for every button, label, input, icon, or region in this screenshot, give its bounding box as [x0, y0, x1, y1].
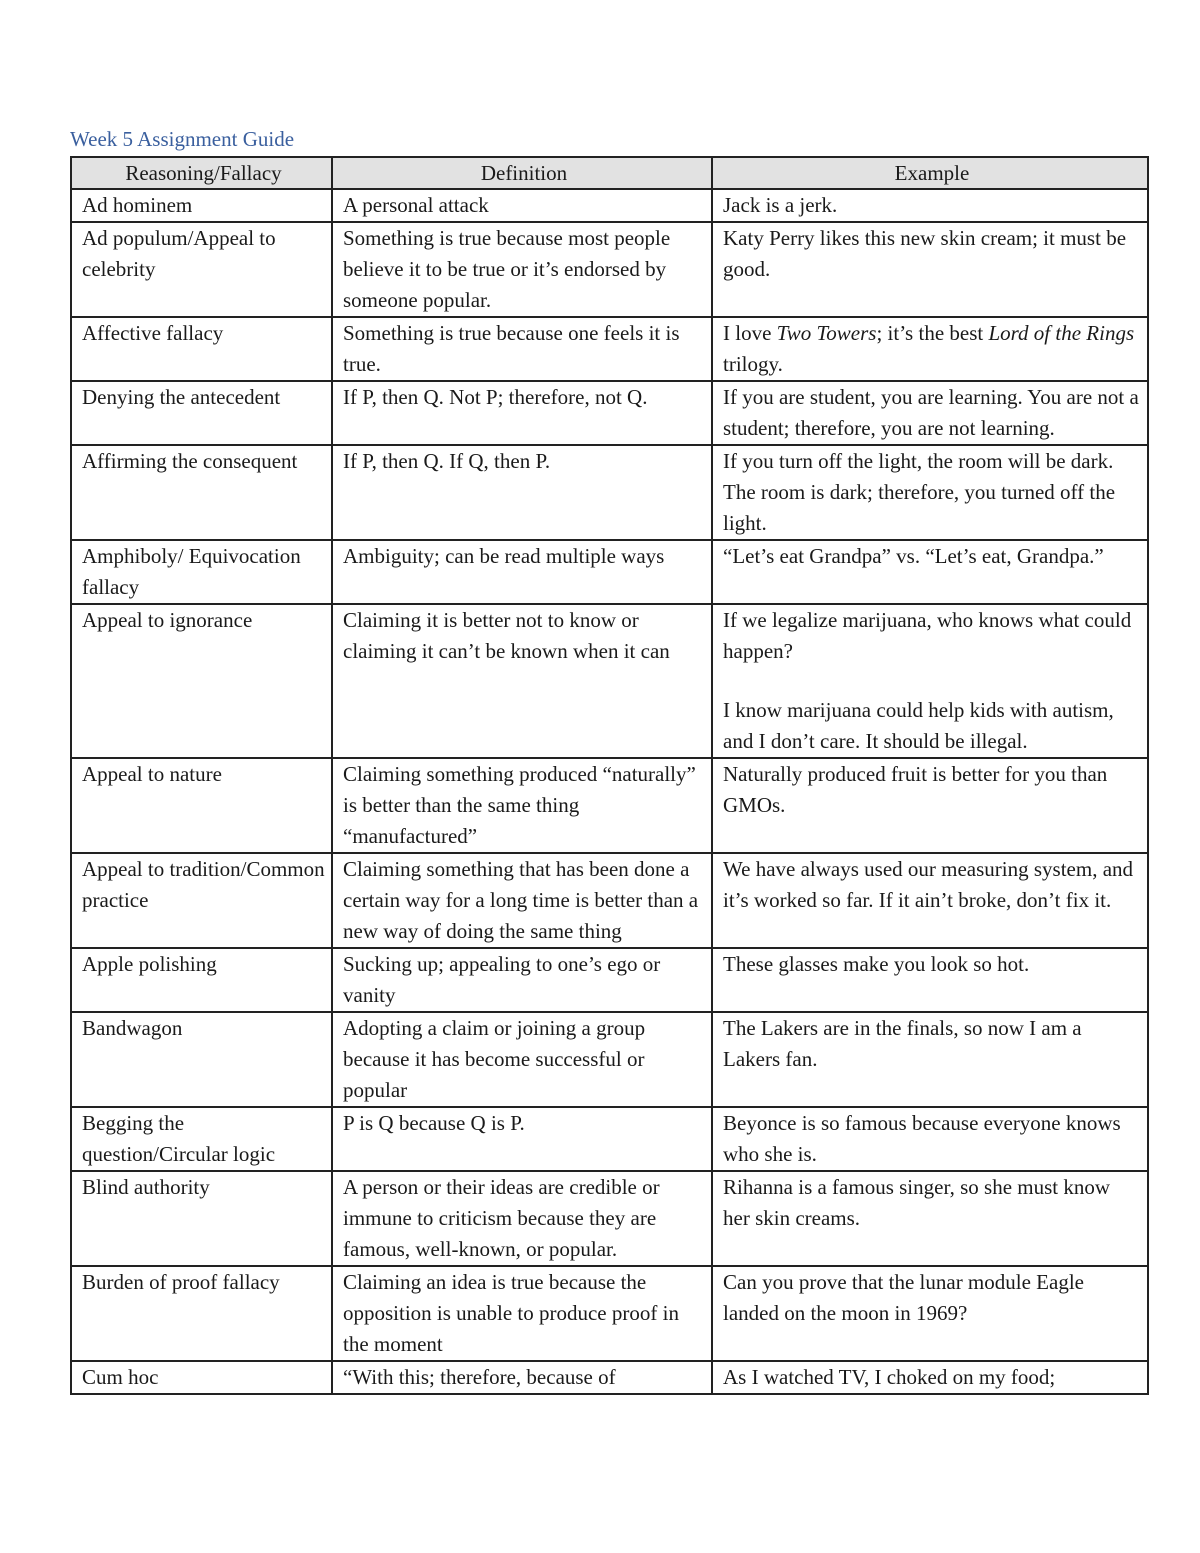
fallacy-example: Beyonce is so famous because everyone knows who she is. [712, 1107, 1148, 1171]
fallacy-example: Rihanna is a famous singer, so she must know her skin creams. [712, 1171, 1148, 1266]
table-row [71, 445, 1148, 540]
table-row [71, 853, 1148, 948]
fallacy-definition: Sucking up; appealing to one’s ego or vanity [332, 948, 712, 1012]
fallacy-definition: A personal attack [332, 189, 712, 222]
fallacy-example: The Lakers are in the finals, so now I am a Lakers fan. [712, 1012, 1148, 1107]
table-row [71, 317, 1148, 381]
example-text: trilogy. [723, 352, 783, 376]
fallacy-example: We have always used our measuring system, and it’s worked so far. If it ain’t broke, don’t fix it. [712, 853, 1148, 948]
fallacy-example: Naturally produced fruit is better for you than GMOs. [712, 758, 1148, 853]
fallacy-definition: If P, then Q. Not P; therefore, not Q. [332, 381, 712, 445]
fallacy-example [712, 317, 1148, 381]
table-row [71, 948, 1148, 1012]
fallacy-definition: Claiming something that has been done a certain way for a long time is better than a new way of doing the same thing [332, 853, 712, 948]
fallacy-example: If you are student, you are learning. You are not a student; therefore, you are not learning. [712, 381, 1148, 445]
table-row [71, 758, 1148, 853]
fallacy-example: As I watched TV, I choked on my food; [712, 1361, 1148, 1394]
fallacy-example: “Let’s eat Grandpa” vs. “Let’s eat, Grandpa.” [712, 540, 1148, 604]
column-header-example: Example [712, 157, 1148, 189]
fallacy-term: Blind authority [71, 1171, 332, 1266]
fallacy-term: Apple polishing [71, 948, 332, 1012]
table-row [71, 1266, 1148, 1361]
book-title: Lord of the Rings [988, 321, 1135, 345]
example-paragraph: If we legalize marijuana, who knows what could happen? [723, 608, 1132, 663]
book-title: Two Towers [776, 321, 877, 345]
fallacy-definition: Adopting a claim or joining a group because it has become successful or popular [332, 1012, 712, 1107]
table-row [71, 1012, 1148, 1107]
table-row [71, 1361, 1148, 1394]
fallacy-definition: Claiming something produced “naturally” is better than the same thing “manufactured” [332, 758, 712, 853]
table-row [71, 381, 1148, 445]
fallacy-example: Jack is a jerk. [712, 189, 1148, 222]
fallacy-term: Amphiboly/ Equivocation fallacy [71, 540, 332, 604]
table-row [71, 540, 1148, 604]
table-row [71, 1171, 1148, 1266]
fallacy-term: Affirming the consequent [71, 445, 332, 540]
fallacy-definition: Claiming it is better not to know or claiming it can’t be known when it can [332, 604, 712, 758]
fallacy-definition: Something is true because one feels it is true. [332, 317, 712, 381]
table-row [71, 189, 1148, 222]
fallacy-term: Appeal to ignorance [71, 604, 332, 758]
example-text: ; it’s the best [876, 321, 989, 345]
fallacy-definition: Something is true because most people believe it to be true or it’s endorsed by someone popular. [332, 222, 712, 317]
fallacy-term: Ad populum/Appeal to celebrity [71, 222, 332, 317]
column-header-definition: Definition [332, 157, 712, 189]
example-paragraph: I know marijuana could help kids with autism, and I don’t care. It should be illegal. [723, 698, 1114, 753]
table-row [71, 222, 1148, 317]
table-header-row [71, 157, 1148, 189]
column-header-reasoning: Reasoning/Fallacy [71, 157, 332, 189]
fallacy-term: Ad hominem [71, 189, 332, 222]
fallacy-term: Begging the question/Circular logic [71, 1107, 332, 1171]
fallacy-term: Affective fallacy [71, 317, 332, 381]
fallacy-term: Bandwagon [71, 1012, 332, 1107]
table-row [71, 1107, 1148, 1171]
fallacy-definition: Ambiguity; can be read multiple ways [332, 540, 712, 604]
fallacy-definition: A person or their ideas are credible or immune to criticism because they are famous, well-known, or popular. [332, 1171, 712, 1266]
page-title: Week 5 Assignment Guide [70, 127, 295, 151]
fallacy-definition: P is Q because Q is P. [332, 1107, 712, 1171]
example-text: I love [723, 321, 777, 345]
fallacy-term: Burden of proof fallacy [71, 1266, 332, 1361]
fallacy-term: Appeal to tradition/Common practice [71, 853, 332, 948]
fallacy-term: Denying the antecedent [71, 381, 332, 445]
fallacy-example: Can you prove that the lunar module Eagle landed on the moon in 1969? [712, 1266, 1148, 1361]
fallacy-term: Appeal to nature [71, 758, 332, 853]
fallacy-table [70, 156, 1149, 1395]
fallacy-example: If you turn off the light, the room will be dark. The room is dark; therefore, you turned off the light. [712, 445, 1148, 540]
fallacy-term: Cum hoc [71, 1361, 332, 1394]
fallacy-example: These glasses make you look so hot. [712, 948, 1148, 1012]
fallacy-example: Katy Perry likes this new skin cream; it must be good. [712, 222, 1148, 317]
fallacy-definition: If P, then Q. If Q, then P. [332, 445, 712, 540]
fallacy-definition: Claiming an idea is true because the opposition is unable to produce proof in the moment [332, 1266, 712, 1361]
fallacy-example [712, 604, 1148, 758]
fallacy-definition: “With this; therefore, because of [332, 1361, 712, 1394]
table-row [71, 604, 1148, 758]
